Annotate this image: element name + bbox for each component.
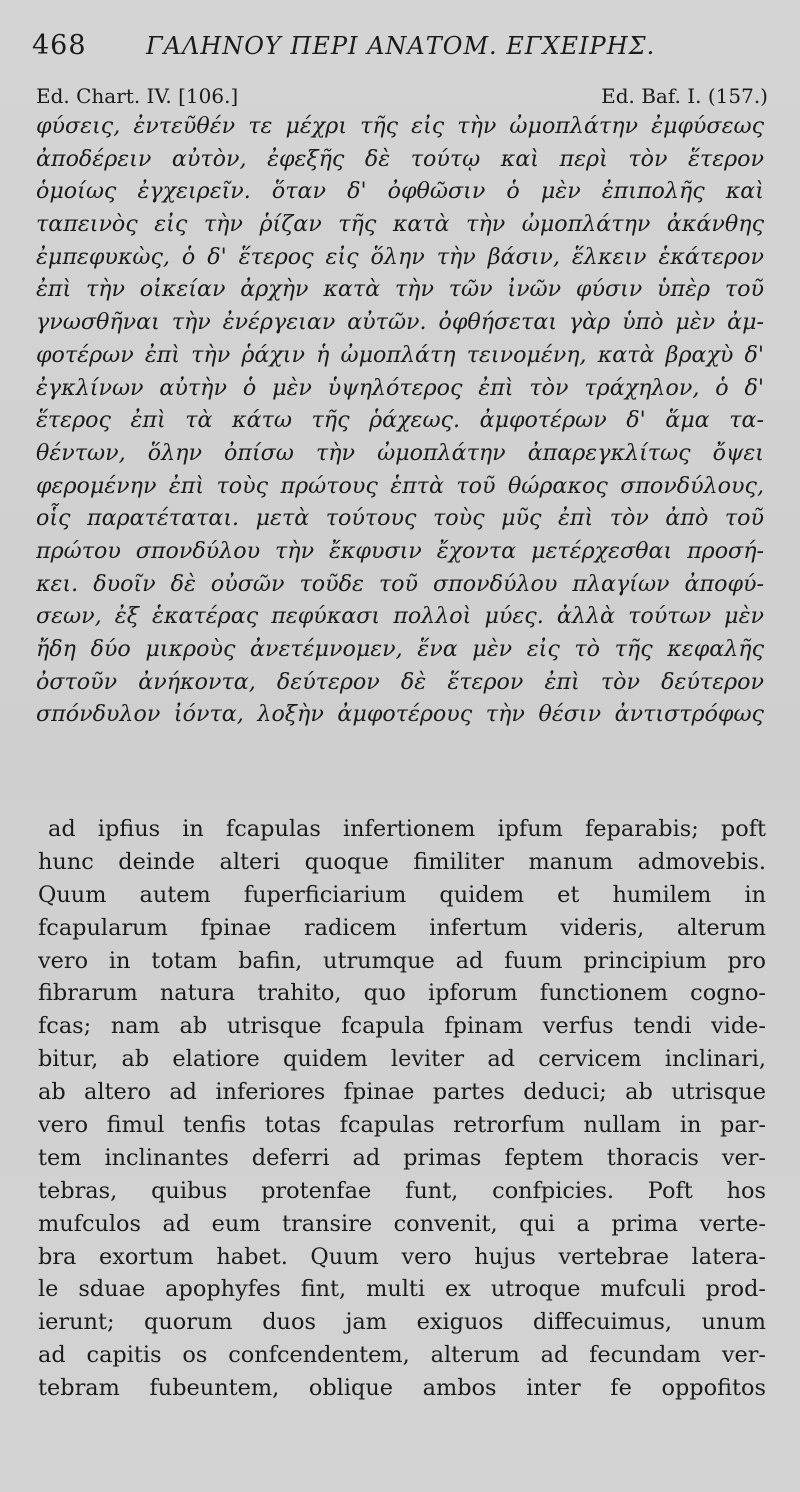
- greek-line: ἀποδέρειν αὐτὸν, ἐφεξῆς δὲ τούτῳ καὶ περὶ τὸν ἕτερον: [36, 145, 764, 172]
- latin-line: fibrarum natura trahito, quo ipforum functionem cogno-: [38, 980, 766, 1007]
- running-title: ΓΑΛΗΝΟΥ ΠΕΡΙ ΑΝΑΤΟΜ. ΕΓΧΕΙΡΗΣ.: [146, 32, 656, 60]
- latin-line: bra exortum habet. Quum vero hujus vertebrae latera-: [38, 1243, 766, 1270]
- latin-line: mufculos ad eum transire convenit, qui a prima verte-: [38, 1210, 766, 1237]
- latin-line: le sduae apophyfes fint, multi ex utroque mufculi prod-: [38, 1276, 766, 1303]
- latin-line: ab altero ad inferiores fpinae partes deduci; ab utrisque: [38, 1079, 766, 1106]
- greek-line: οἷς παρατέταται. μετὰ τούτους τοὺς μῦς ἐπὶ τὸν ἀπὸ τοῦ: [36, 505, 764, 532]
- latin-line: fcapularum fpinae radicem infertum videris, alterum: [38, 914, 766, 941]
- running-head: [32, 30, 772, 74]
- latin-line: tebras, quibus protenfae funt, confpicies. Poft hos: [38, 1177, 766, 1204]
- greek-line: σεων, ἐξ ἑκατέρας πεφύκασι πολλοὶ μύες. ἀλλὰ τούτων μὲν: [36, 603, 764, 630]
- greek-line: ἕτερος ἐπὶ τὰ κάτω τῆς ῥάχεως. ἀμφοτέρων δ' ἅμα τα-: [36, 407, 764, 434]
- latin-line: ierunt; quorum duos jam exiguos diffecuimus, unum: [38, 1309, 766, 1336]
- latin-line: vero in totam bafin, utrumque ad fuum principium pro: [38, 947, 766, 974]
- edition-basel-reference: Ed. Baf. I. (157.): [601, 84, 768, 108]
- greek-line: κει. δυοῖν δὲ οὐσῶν τοῦδε τοῦ σπονδύλου πλαγίων ἀποφύ-: [36, 570, 764, 597]
- latin-line: fcas; nam ab utrisque fcapula fpinam verfus tendi vide-: [38, 1013, 766, 1040]
- latin-text-block: [38, 813, 766, 1405]
- latin-line: ad capitis os confcendentem, alterum ad fecundam ver-: [38, 1342, 766, 1369]
- latin-line: tebram fubeuntem, oblique ambos inter fe oppofitos: [38, 1375, 766, 1402]
- greek-line: ὀστοῦν ἀνήκοντα, δεύτερον δὲ ἕτερον ἐπὶ τὸν δεύτερον: [36, 668, 764, 695]
- greek-line: φοτέρων ἐπὶ τὴν ῥάχιν ἡ ὠμοπλάτη τεινομένη, κατὰ βραχὺ δ': [36, 341, 764, 368]
- greek-line: σπόνδυλον ἰόντα, λοξὴν ἀμφοτέρους τὴν θέσιν ἀντιστρόφως: [36, 701, 764, 728]
- latin-line: bitur, ab elatiore quidem leviter ad cervicem inclinari,: [38, 1046, 766, 1073]
- greek-line: ὁμοίως ἐγχειρεῖν. ὅταν δ' ὀφθῶσιν ὁ μὲν ἐπιπολῆς καὶ: [36, 178, 764, 205]
- latin-line: Quum autem fuperficiarium quidem et humilem in: [38, 881, 766, 908]
- greek-line: πρώτου σπονδύλου τὴν ἔκφυσιν ἔχοντα μετέρχεσθαι προσή-: [36, 537, 764, 564]
- greek-text-block: [36, 110, 764, 731]
- edition-chartier-reference: Ed. Chart. IV. [106.]: [36, 84, 239, 108]
- page-number: 468: [32, 30, 87, 61]
- latin-line: tem inclinantes deferri ad primas feptem thoracis ver-: [38, 1144, 766, 1171]
- latin-line: ad ipfius in fcapulas infertionem ipfum feparabis; poft: [48, 816, 766, 842]
- greek-line: φύσεις, ἐντεῦθέν τε μέχρι τῆς εἰς τὴν ὠμοπλάτην ἐμφύσεως: [36, 113, 764, 139]
- greek-line: γνωσθῆναι τὴν ἐνέργειαν αὐτῶν. ὀφθήσεται γὰρ ὑπὸ μὲν ἀμ-: [36, 309, 764, 336]
- greek-line: ταπεινὸς εἰς τὴν ῥίζαν τῆς κατὰ τὴν ὠμοπλάτην ἀκάνθης: [36, 211, 764, 238]
- latin-line: vero fimul tenfis totas fcapulas retrorfum nullam in par-: [38, 1112, 766, 1139]
- latin-line: hunc deinde alteri quoque fimiliter manum admovebis.: [38, 848, 766, 875]
- greek-line: ἐπὶ τὴν οἰκείαν ἀρχὴν κατὰ τὴν τῶν ἰνῶν φύσιν ὑπὲρ τοῦ: [36, 276, 764, 303]
- greek-line: ἐγκλίνων αὐτὴν ὁ μὲν ὑψηλότερος ἐπὶ τὸν τράχηλον, ὁ δ': [36, 374, 764, 401]
- greek-line: ἐμπεφυκὼς, ὁ δ' ἕτερος εἰς ὅλην τὴν βάσιν, ἕλκειν ἑκάτερον: [36, 243, 764, 270]
- greek-line: φερομένην ἐπὶ τοὺς πρώτους ἑπτὰ τοῦ θώρακος σπονδύλους,: [36, 472, 764, 499]
- greek-line: ἤδη δύο μικροὺς ἀνετέμνομεν, ἕνα μὲν εἰς τὸ τῆς κεφαλῆς: [36, 636, 764, 662]
- greek-line: θέντων, ὅλην ὀπίσω τὴν ὠμοπλάτην ἀπαρεγκλίτως ὄψει: [36, 439, 764, 466]
